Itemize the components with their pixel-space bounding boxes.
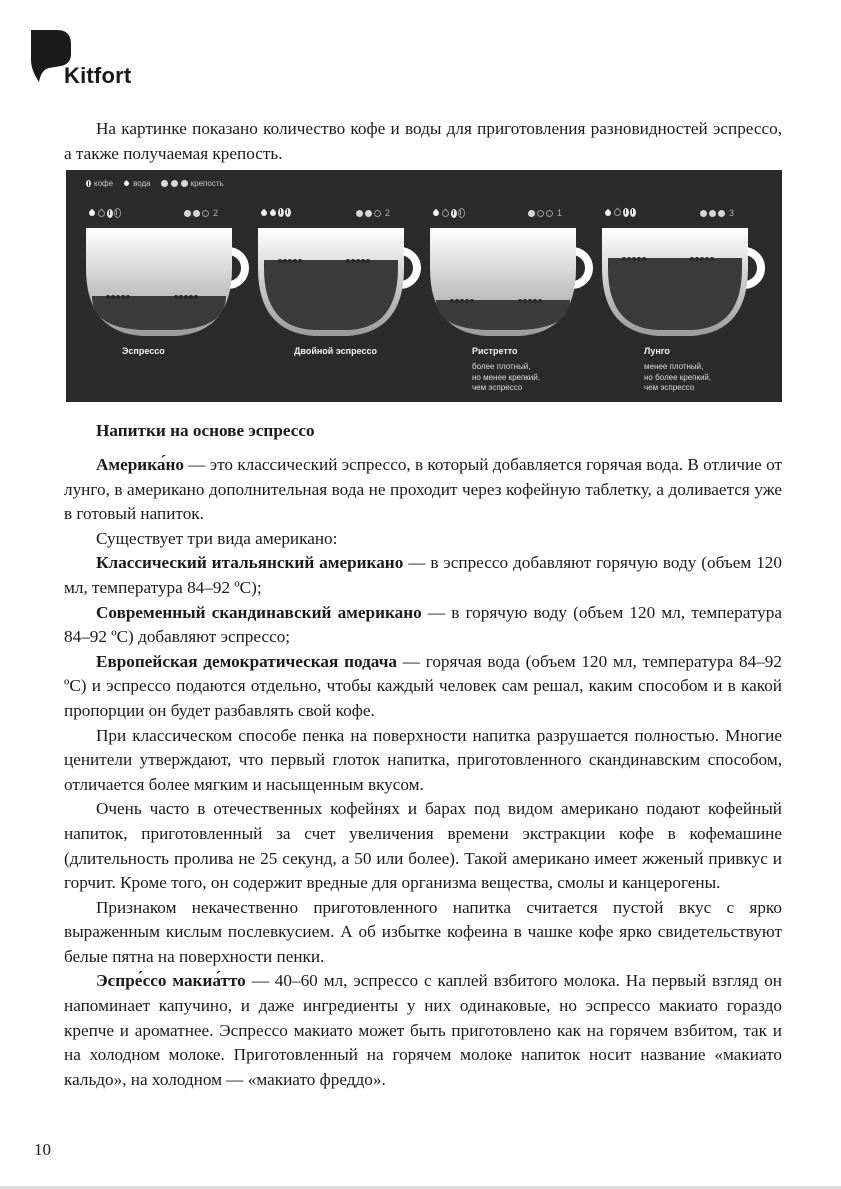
intro-text (64, 117, 782, 166)
crema-bubble (518, 299, 522, 303)
water-drop-icon (269, 208, 277, 216)
water-drop-icon (88, 209, 96, 217)
crema-bubble (194, 295, 198, 299)
drink-ratio-icons (604, 208, 636, 217)
term-bold: Классический итальянский американо (96, 553, 404, 573)
coffee-cup-icon (600, 228, 770, 340)
coffee-bean-icon (630, 208, 636, 217)
strength-dot-icon (528, 210, 535, 217)
crema-bubble (278, 259, 282, 263)
strength-number: 2 (213, 208, 219, 218)
crema-bubble (455, 299, 459, 303)
strength-dot-icon (356, 210, 363, 217)
crema-bubble (470, 299, 474, 303)
crema-bubble (538, 299, 542, 303)
body-text (64, 453, 782, 1092)
coffee-liquid (264, 260, 398, 330)
drink-column (582, 170, 754, 402)
body-paragraph (64, 527, 782, 552)
drink-note-line: чем эспрессо (472, 383, 523, 392)
drink-strength (184, 208, 218, 218)
drink-column (238, 170, 410, 402)
coffee-cup-icon (428, 228, 598, 340)
intro-paragraph: На картинке показано количество кофе и воды для приготовления разновидностей эспрессо, а также получаемая крепость. (64, 119, 782, 163)
crema-bubble (174, 295, 178, 299)
term-bold: Европейская демократическая подача (96, 651, 397, 671)
drink-strength (528, 208, 562, 218)
crema-bubble (705, 257, 709, 261)
drink-note-line: чем эспрессо (644, 383, 695, 392)
crema-bubble (465, 299, 469, 303)
legend-strength-label: крепость (190, 179, 224, 188)
water-drop-icon (260, 208, 268, 216)
drink-name: Эспрессо (122, 346, 165, 356)
logo-text: Kitfort (64, 63, 132, 88)
drink-note-line: но более крепкий, (644, 372, 712, 382)
strength-dot-icon (718, 210, 725, 217)
crema-bubble (283, 259, 287, 263)
crema-bubble (450, 299, 454, 303)
paragraph-text: — в эспрессо добавляют горячую воду (объем 120 мл, температура 84–92 ºС); (64, 553, 782, 597)
crema-bubble (111, 295, 115, 299)
crema-bubble (460, 299, 464, 303)
crema-bubble (346, 259, 350, 263)
crema-bubble (361, 259, 365, 263)
crema-bubble (690, 257, 694, 261)
strength-dot-icon (202, 210, 209, 217)
drink-name: Двойной эспрессо (294, 346, 378, 356)
legend-water-label: вода (133, 179, 151, 188)
crema-bubble (528, 299, 532, 303)
crema-bubble (627, 257, 631, 261)
drink-ratio-icons (432, 208, 465, 218)
drink-ratio-icons (260, 208, 291, 217)
strength-dot-icon (374, 210, 381, 217)
body-paragraph (64, 551, 782, 600)
crema-bubble (298, 259, 302, 263)
drink-name: Ристретто (472, 346, 518, 356)
drink-strength (700, 208, 734, 218)
crema-bubble (351, 259, 355, 263)
crema-bubble (106, 295, 110, 299)
strength-number: 3 (729, 208, 735, 218)
body-paragraph (64, 797, 782, 895)
term-bold: Современный скандинавский американо (96, 602, 422, 622)
paragraph-text: — в горячую воду (объем 120 мл, температура 84–92 ºС) добавляют эспрессо; (64, 602, 782, 647)
coffee-bean-icon (623, 208, 629, 217)
crema-bubble (288, 259, 292, 263)
term-bold: Эспре́ссо макиа́тто (96, 971, 246, 991)
coffee-bean-icon (107, 209, 113, 218)
drink-ratio-icons (88, 208, 121, 218)
body-paragraph (64, 601, 782, 650)
crema-bubble (710, 257, 714, 261)
paragraph-text: — горячая вода (объем 120 мл, температура 84–92 ºС) и эспрессо подаются отдельно, чтобы каждый человек сам решал, каким способом и в какой пропорции он будет разбавлять свой кофе. (64, 651, 782, 720)
coffee-bean-icon (278, 208, 284, 217)
crema-bubble (356, 259, 360, 263)
drink-column (410, 170, 582, 402)
kitfort-logo (31, 30, 191, 90)
coffee-liquid (608, 258, 742, 330)
coffee-cup-icon (84, 228, 254, 340)
crema-bubble (116, 295, 120, 299)
water-drop-icon (432, 209, 440, 217)
strength-dot-icon (193, 210, 200, 217)
strength-dot-icon (709, 210, 716, 217)
strength-number: 2 (385, 208, 391, 218)
crema-bubble (642, 257, 646, 261)
strength-dot-icon (700, 210, 707, 217)
crema-bubble (632, 257, 636, 261)
paragraph-text: Признаком некачественно приготовленного напитка считается пустой вкус с ярко выраженным кислым послевкусием. А об избытке кофеина в чашке кофе ярко свидетельствуют белые пятна на поверхности пенки. (64, 897, 782, 966)
body-paragraph (64, 453, 782, 527)
crema-bubble (533, 299, 537, 303)
drink-strength (356, 208, 390, 218)
crema-bubble (121, 295, 125, 299)
drink-note-line: менее плотный, (644, 362, 704, 371)
water-drop-icon (604, 208, 612, 216)
drink-note (644, 362, 711, 394)
body-paragraph (64, 896, 782, 970)
drink-note (472, 362, 540, 394)
paragraph-text: — 40–60 мл, эспрессо с каплей взбитого молока. На первый взгляд он напоминает капучино, и даже ингредиенты у них одинаковые, но эспрессо макиато гораздо крепче и ароматнее. Эспрессо макиато может быть приготовлено как на горячем взбитом, так и на холодном молоке. Приготовленный на горячем молоке напиток носит название «макиато кальдо», на холодном — «макиато фреддо». (64, 971, 782, 1089)
crema-bubble (700, 257, 704, 261)
strength-dot-icon (537, 210, 544, 217)
strength-dot-icon (546, 210, 553, 217)
paragraph-text: Очень часто в отечественных кофейнях и барах под видом американо подают кофейный напиток, приготовленный за счет увеличения времени экстракции кофе в кофемашине (длительность пролива не 25 секунд, а 50 или более). Такой американо имеет жженый привкус и горчит. Кроме того, он содержит вредные для организма вещества, смолы и канцерогены. (64, 799, 782, 893)
crema-bubble (622, 257, 626, 261)
drink-name: Лунго (644, 346, 670, 356)
crema-bubble (184, 295, 188, 299)
strength-dot-icon (184, 210, 191, 217)
water-drop-icon (97, 208, 107, 218)
water-drop-icon (441, 208, 451, 218)
legend-coffee-label: кофе (94, 179, 114, 188)
body-paragraph (64, 650, 782, 724)
coffee-bean-icon (285, 208, 291, 217)
crema-bubble (523, 299, 527, 303)
crema-bubble (637, 257, 641, 261)
coffee-cup-icon (256, 228, 426, 340)
strength-dot-icon (365, 210, 372, 217)
term-bold: Америка́но (96, 455, 184, 474)
drink-note-line: но менее крепкий, (472, 372, 540, 382)
paragraph-text: Существует три вида американо: (96, 528, 338, 548)
strength-number: 1 (557, 208, 563, 218)
crema-bubble (293, 259, 297, 263)
crema-bubble (695, 257, 699, 261)
drink-column (66, 170, 238, 402)
crema-bubble (126, 295, 130, 299)
crema-bubble (366, 259, 370, 263)
drink-note-line: более плотный, (472, 362, 531, 371)
section-heading: Напитки на основе эспрессо (96, 421, 315, 440)
page-number: 10 (34, 1140, 51, 1159)
coffee-bean-icon (451, 209, 457, 218)
body-paragraph (64, 969, 782, 1092)
body-paragraph (64, 724, 782, 798)
coffee-bean-icon (114, 208, 121, 218)
espresso-infographic (66, 170, 782, 402)
crema-bubble (189, 295, 193, 299)
coffee-bean-icon (458, 208, 465, 218)
paragraph-text: — это классический эспрессо, в который добавляется горячая вода. В отличие от лунго, в американо дополнительная вода не проходит через кофейную таблетку, а доливается уже в готовый напиток. (64, 455, 782, 524)
paragraph-text: При классическом способе пенка на поверхности напитка разрушается полностью. Многие ценители утверждают, что первый глоток напитка, приготовленного скандинавским способом, отличается более мягким и насыщенным вкусом. (64, 725, 782, 794)
crema-bubble (179, 295, 183, 299)
water-drop-icon (613, 208, 623, 218)
